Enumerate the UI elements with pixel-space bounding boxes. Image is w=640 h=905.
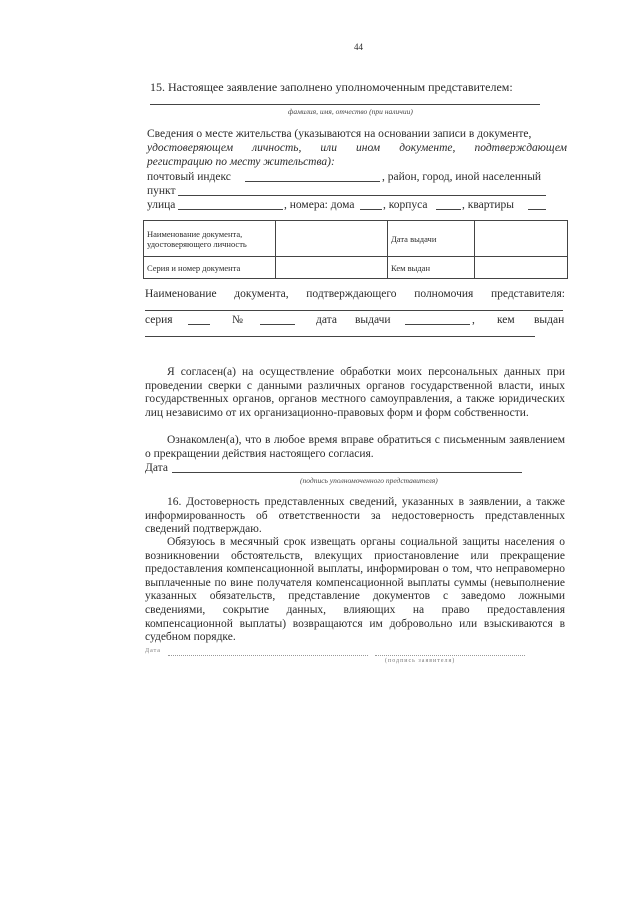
consent-date-field[interactable] — [172, 472, 522, 473]
section15-title: 15. Настоящее заявление заполнено уполномоченным представителем: — [150, 80, 513, 94]
applicant-date-field[interactable] — [168, 655, 368, 656]
cell-issue-date-value[interactable] — [475, 221, 568, 257]
cell-series-number: Серия и номер документа — [144, 257, 276, 279]
residence-line-1: Сведения о месте жительства (указываются на основании записи в документе, — [147, 128, 532, 140]
authority-doc-label: Наименование документа, подтверждающего полномочия представителя: — [145, 288, 565, 300]
identity-doc-table — [143, 220, 568, 279]
number-field[interactable] — [260, 324, 295, 325]
page-number: 44 — [354, 42, 363, 52]
punkt-label: пункт — [147, 185, 176, 197]
applicant-signature-caption: (подпись заявителя) — [385, 658, 456, 664]
applicant-signature-field[interactable] — [375, 655, 525, 656]
korpus-field[interactable] — [436, 209, 461, 210]
consent-paragraph: Я согласен(а) на осуществление обработки моих персональных данных при проведении сверки с данными различных органов государственной власти, иных государственных органов, органов местного самоуправления, а также юридических лиц независимо от их организационно-правовых форм и форм собственности. — [145, 366, 565, 419]
date-label: дата — [316, 314, 337, 326]
district-label: , район, город, иной населенный — [382, 171, 542, 183]
postal-index-label: почтовый индекс — [147, 171, 231, 183]
by-whom-label: кем — [497, 314, 515, 326]
cell-issue-date: Дата выдачи — [388, 221, 475, 257]
cell-issued-by: Кем выдан — [388, 257, 475, 279]
series-field[interactable] — [188, 324, 210, 325]
cell-issued-by-value[interactable] — [475, 257, 568, 279]
authority-doc-field[interactable] — [145, 310, 563, 311]
issue-label: выдачи — [355, 314, 391, 326]
cell-series-number-value[interactable] — [276, 257, 388, 279]
section16-paragraph-2: Обязуюсь в месячный срок извещать органы социальной защиты населения о возникновении обстоятельств, влекущих приостановление или прекращение предоставления компенсационной выплаты, информирован о том, что неправомерно выплаченные по вине получателя компенсационной выплаты суммы (невыполнение указанных обязательств, представление документов с заведомо ложными сведениями, сокрытие данных, влияющих на право предоставления компенсационной выплаты) возвращаются им добровольно или взыскиваются в судебном порядке. — [145, 536, 565, 644]
postal-index-field[interactable] — [245, 181, 380, 182]
punkt-field[interactable] — [178, 195, 546, 196]
street-label: улица — [147, 199, 176, 211]
cell-doc-name: Наименование документа, удостоверяющего личность — [144, 221, 276, 257]
applicant-date-label: Дата — [145, 648, 161, 654]
residence-line-2: удостоверяющем личность, или ином документе, подтверждающем — [147, 142, 567, 154]
consent-date-label: Дата — [145, 462, 168, 474]
number-sign: № — [232, 314, 243, 326]
fio-caption: фамилия, имя, отчество (при наличии) — [288, 107, 413, 116]
residence-line-3: регистрацию по месту жительства): — [147, 156, 335, 168]
kvartiry-field[interactable] — [528, 209, 546, 210]
issue-date-field[interactable] — [405, 324, 470, 325]
acknowledge-paragraph: Ознакомлен(а), что в любое время вправе обратиться с письменным заявлением о прекращении действия настоящего согласия. — [145, 434, 565, 460]
house-label: , номера: дома — [284, 199, 355, 211]
street-field[interactable] — [178, 209, 283, 210]
korpus-label: , корпуса — [383, 199, 428, 211]
fio-line[interactable] — [150, 104, 540, 105]
section16-paragraph-1: 16. Достоверность представленных сведений, указанных в заявлении, а также информированность об ответственности за недостоверность представленных сведений подтверждаю. — [145, 496, 565, 536]
issued-by-field[interactable] — [145, 336, 535, 337]
document-page: 44 15. Настоящее заявление заполнено уполномоченным представителем: фамилия, имя, отчество (при наличии) Сведения о месте жительства (указываются на основании записи в документе, удостоверяющем личность, или ином документе, подтверждающем регистрацию по месту жительства): почтовый индекс , район, город, иной населенный пункт улица , номера: дома , корпуса , квартиры Наименование документа, удостоверяющего личность Дата выдачи Серия и номер документа Кем выдан Наименование документа, подтверждающего полномочия представителя: серия № дата выдачи , кем выдан Я согласен(а) на осуществление обработки моих персональных данных при проведении сверки с данными различных органов государственной власти, иных государственных органов, органов местного самоуправления, а также юридических лиц независимо от их организационно-правовых форм и форм собственности. Ознакомлен(а), что в любое время вправе обратиться с письменным заявлением о прекращении действия настоящего согласия. Дата (подпись уполномоченного представителя) 16. Достоверность представленных сведений, указанных в заявлении, а также информированность об ответственности за недостоверность представленных сведений подтверждаю. Обязуюсь в месячный срок извещать органы социальной защиты населения о возникновении обстоятельств, влекущих приостановление или прекращение предоставления компенсационной выплаты, информирован о том, что неправомерно выплаченные по вине получателя компенсационной выплаты суммы (невыполнение указанных обязательств, представление документов с заведомо ложными сведениями, сокрытие данных, влияющих на право предоставления компенсационной выплаты) возвращаются им добровольно или взыскиваются в судебном порядке. Дата (подпись заявителя) — [145, 42, 567, 664]
issued-label: выдан — [534, 314, 565, 326]
cell-doc-name-value[interactable] — [276, 221, 388, 257]
house-field[interactable] — [360, 209, 382, 210]
series-label: серия — [145, 314, 173, 326]
kvartiry-label: , квартиры — [462, 199, 514, 211]
representative-signature-caption: (подпись уполномоченного представителя) — [300, 476, 438, 485]
